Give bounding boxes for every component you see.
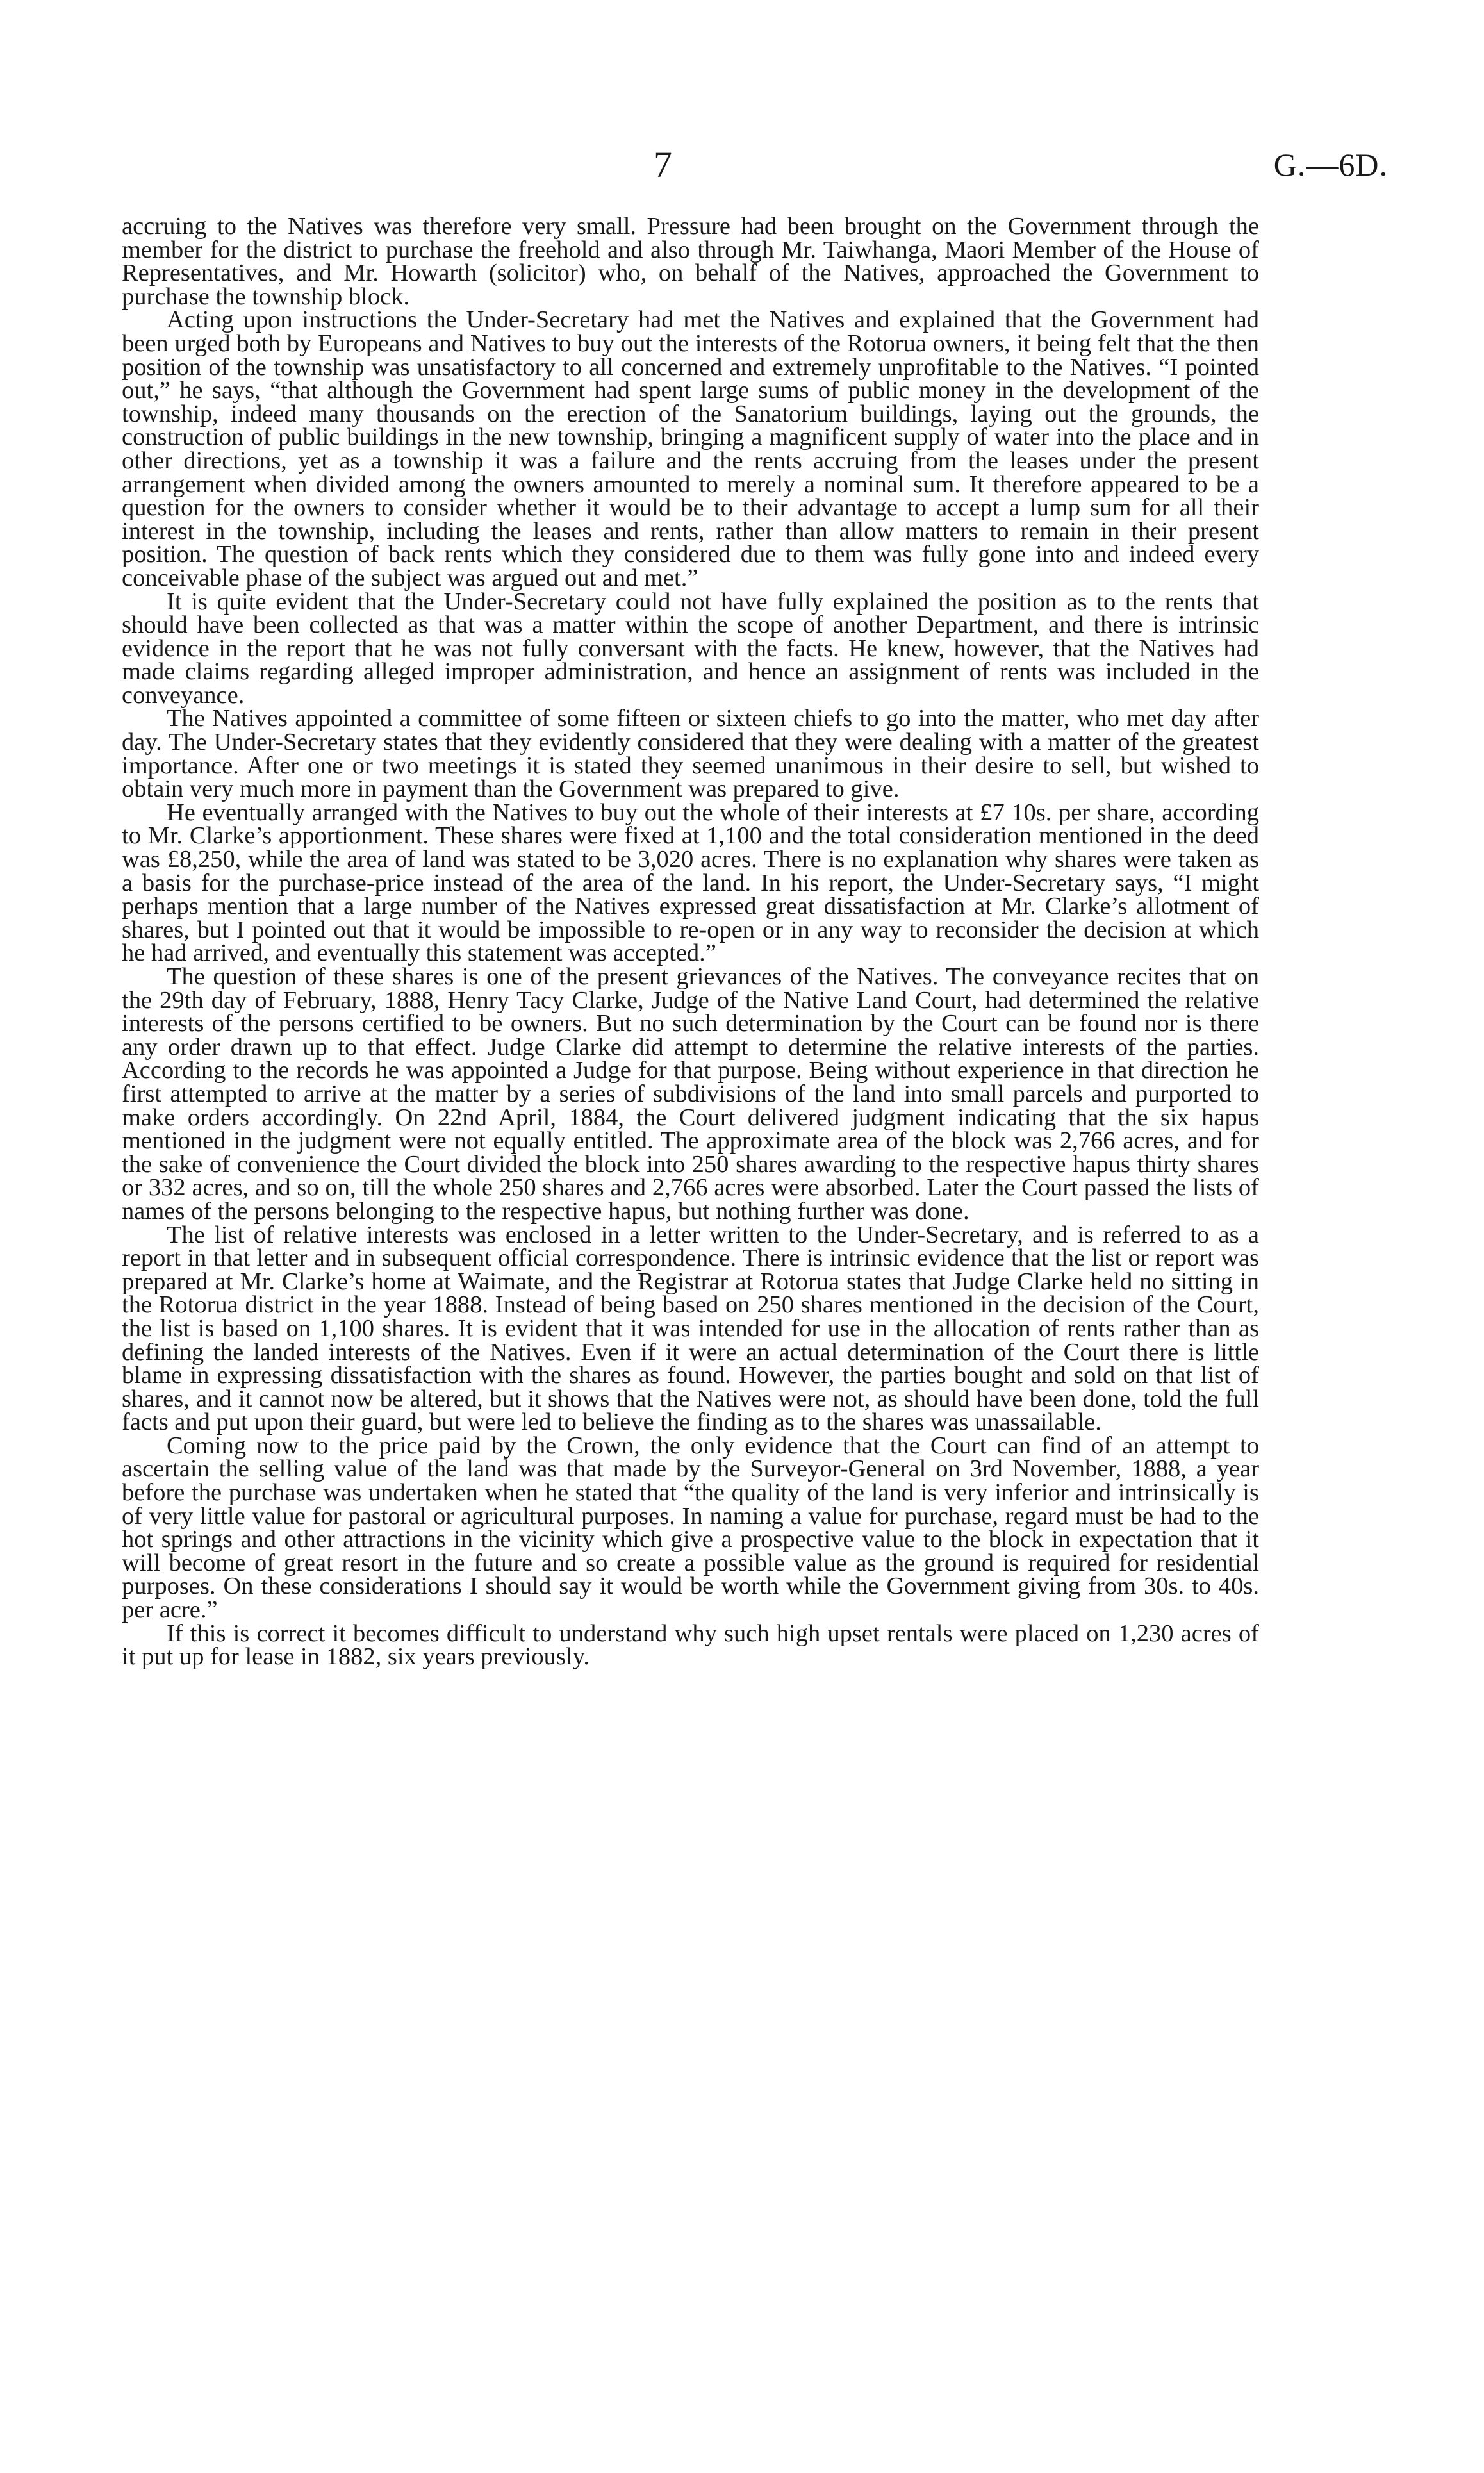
paragraph-7: The list of relative interests was enclosed in a letter written to the Under-Secretary, and is referred to as a report in that letter and in subsequent official correspondence. There is intrinsic evidence that the list or report was prepared at Mr. Clarke’s home at Waimate, and the Registrar at Rotorua states that Judge Clarke held no sitting in the Rotorua district in the year 1888. Instead of being based on 250 shares mentioned in the decision of the Court, the list is based on 1,100 shares. It is evident that it was intended for use in the allocation of rents rather than as defining the landed interests of the Natives. Even if it were an actual determination of the Court there is little blame in expressing dissatisfaction with the shares as found. However, the parties bought and sold on that list of shares, and it cannot now be altered, but it shows that the Natives were not, as should have been done, told the full facts and put upon their guard, but were led to believe the finding as to the shares was unassailable. bbox=[122, 1221, 1259, 1436]
paragraph-9: If this is correct it becomes difficult to understand why such high upset rentals were placed on 1,230 acres of it put up for lease in 1882, six years previously. bbox=[122, 1619, 1259, 1671]
document-reference: G.—6D. bbox=[1273, 147, 1388, 183]
paragraph-6: The question of these shares is one of the present grievances of the Natives. The conveyance recites that on the 29th day of February, 1888, Henry Tacy Clarke, Judge of the Native Land Court, had determined the relative interests of the persons certified to be owners. But no such determination by the Court can be found nor is there any order drawn up to that effect. Judge Clarke did attempt to determine the relative interests of the parties. According to the records he was appointed a Judge for that purpose. Being without experience in that direction he first attempted to arrive at the matter by a series of subdivisions of the land into small parcels and purported to make orders accordingly. On 22nd April, 1884, the Court delivered judgment indicating that the six hapus mentioned in the judgment were not equally entitled. The approximate area of the block was 2,766 acres, and for the sake of convenience the Court divided the block into 250 shares awarding to the respective hapus thirty shares or 332 acres, and so on, till the whole 250 shares and 2,766 acres were absorbed. Later the Court passed the lists of names of the persons belonging to the respective hapus, but nothing further was done. bbox=[122, 963, 1259, 1225]
paragraph-2: Acting upon instructions the Under-Secretary had met the Natives and explained that the Government had been urged both by Europeans and Natives to buy out the interests of the Rotorua owners, it being felt that the then position of the township was unsatisfactory to all concerned and extremely unprofitable to the Natives. “I pointed out,” he says, “that although the Government had spent large sums of public money in the development of the township, indeed many thousands on the erection of the Sanatorium buildings, laying out the grounds, the construction of public buildings in the new township, bringing a magnificent supply of water into the place and in other directions, yet as a township it was a failure and the rents accruing from the leases under the present arrangement when divided among the owners amounted to merely a nominal sum. It therefore appeared to be a question for the owners to consider whether it would be to their advantage to accept a lump sum for all their interest in the township, including the leases and rents, rather than allow matters to remain in their present position. The question of back rents which they considered due to them was fully gone into and indeed every conceivable phase of the subject was argued out and met.” bbox=[122, 306, 1259, 591]
body-text bbox=[122, 215, 1259, 1669]
paragraph-8: Coming now to the price paid by the Crown, the only evidence that the Court can find of an attempt to ascertain the selling value of the land was that made by the Surveyor-General on 3rd November, 1888, a year before the purchase was undertaken when he stated that “the quality of the land is very inferior and intrinsically is of very little value for pastoral or agricultural purposes. In naming a value for purchase, regard must be had to the hot springs and other attractions in the vicinity which give a prospective value to the block in expectation that it will become of great resort in the future and so create a possible value as the ground is required for residential purposes. On these considerations I should say it would be worth while the Government giving from 30s. to 40s. per acre.” bbox=[122, 1432, 1259, 1624]
paragraph-5: He eventually arranged with the Natives to buy out the whole of their interests at £7 10s. per share, according to Mr. Clarke’s apportionment. These shares were fixed at 1,100 and the total consideration mentioned in the deed was £8,250, while the area of land was stated to be 3,020 acres. There is no explanation why shares were taken as a basis for the purchase-price instead of the area of the land. In his report, the Under-Secretary says, “I might perhaps mention that a large number of the Natives expressed great dissatisfaction at Mr. Clarke’s allotment of shares, but I pointed out that it would be impossible to re-open or in any way to reconsider the decision at which he had arrived, and eventually this statement was accepted.” bbox=[122, 798, 1259, 967]
page-number: 7 bbox=[654, 144, 672, 185]
paragraph-4: The Natives appointed a committee of some fifteen or sixteen chiefs to go into the matter, who met day after day. The Under-Secretary states that they evidently considered that they were dealing with a matter of the greatest importance. After one or two meetings it is stated they seemed unanimous in their desire to sell, but wished to obtain very much more in payment than the Government was prepared to give. bbox=[122, 705, 1259, 803]
paragraph-1: accruing to the Natives was therefore very small. Pressure had been brought on the Government through the member for the district to purchase the freehold and also through Mr. Taiwhanga, Maori Member of the House of Representatives, and Mr. Howarth (solicitor) who, on behalf of the Natives, approached the Government to purchase the township block. bbox=[122, 213, 1259, 310]
paragraph-3: It is quite evident that the Under-Secretary could not have fully explained the position as to the rents that should have been collected as that was a matter within the scope of another Department, and there is intrinsic evidence in the report that he was not fully conversant with the facts. He knew, however, that the Natives had made claims regarding alleged improper administration, and hence an assignment of rents was included in the conveyance. bbox=[122, 588, 1259, 709]
